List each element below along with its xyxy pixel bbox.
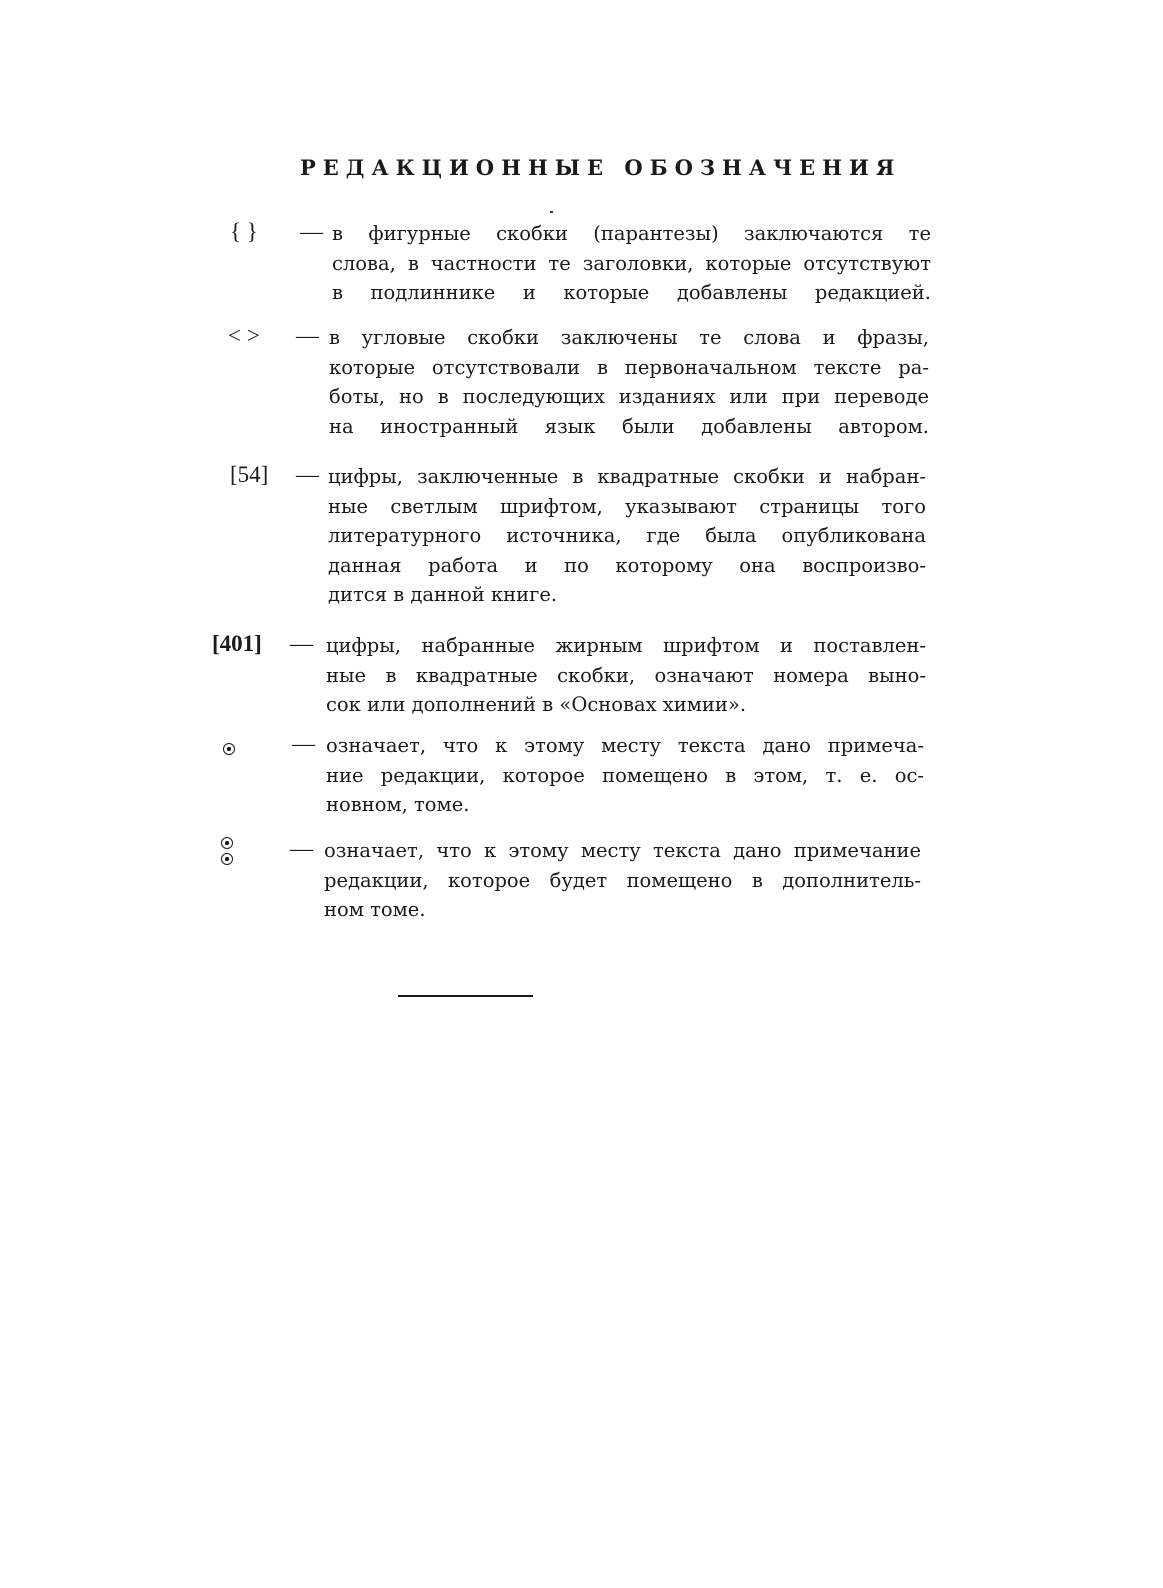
double-circled-dot-icon (221, 837, 233, 849)
entry-symbol: [401] (212, 631, 262, 656)
description-line: дится в данной книге. (328, 583, 558, 606)
description-line: которые отсутствовали в первоначальном тексте ра- (329, 355, 929, 379)
description-line: новном, томе. (326, 793, 470, 816)
description-line: данная работа и по которому она воспроизво- (328, 553, 926, 577)
print-speck (550, 211, 553, 213)
entry-description (326, 631, 926, 720)
description-line: в угловые скобки заключены те слова и фразы, (329, 326, 929, 349)
entry-description (328, 462, 926, 610)
description-line: литературного источника, где была опубликована (328, 524, 926, 547)
entry-description (326, 731, 924, 820)
entry-dash: — (296, 462, 319, 487)
description-line: слова, в частности те заголовки, которые отсутствуют (332, 251, 931, 275)
description-line: цифры, набранные жирным шрифтом и поставлен- (326, 634, 926, 657)
description-line: сок или дополнений в «Основах химии». (326, 693, 747, 716)
entry-dash: — (296, 323, 319, 348)
entry-description (332, 219, 931, 308)
description-line: редакции, которое будет помещено в дополнитель- (324, 868, 921, 892)
entry-dash: — (300, 219, 323, 244)
circled-dot-icon (223, 743, 235, 755)
entry-symbol: [54] (230, 462, 269, 487)
entry-dash: — (290, 836, 313, 861)
description-line: на иностранный язык были добавлены автором. (329, 414, 929, 438)
page-title: РЕДАКЦИОННЫЕ ОБОЗНАЧЕНИЯ (300, 155, 902, 180)
description-line: ном томе. (324, 898, 426, 921)
entry-description (329, 323, 929, 441)
description-line: ные в квадратные скобки, означают номера выно- (326, 663, 926, 687)
entry-dash: — (290, 631, 313, 656)
description-line: означает, что к этому месту текста дано примечание (324, 839, 921, 862)
entry-symbol: < > (228, 323, 260, 348)
description-line: цифры, заключенные в квадратные скобки и набран- (328, 465, 926, 488)
description-line: означает, что к этому месту текста дано примеча- (326, 734, 924, 757)
entry-description (324, 836, 921, 925)
description-line: боты, но в последующих изданиях или при переводе (329, 385, 929, 408)
description-line: ние редакции, которое помещено в этом, т. е. ос- (326, 763, 924, 787)
entry-symbol: { } (230, 219, 258, 244)
description-line: ные светлым шрифтом, указывают страницы того (328, 494, 926, 518)
double-circled-dot-icon (221, 853, 233, 865)
section-divider (398, 995, 533, 997)
description-line: в фигурные скобки (парантезы) заключаются те (332, 222, 931, 245)
entry-dash: — (292, 731, 315, 756)
description-line: в подлиннике и которые добавлены редакцией. (332, 281, 931, 304)
